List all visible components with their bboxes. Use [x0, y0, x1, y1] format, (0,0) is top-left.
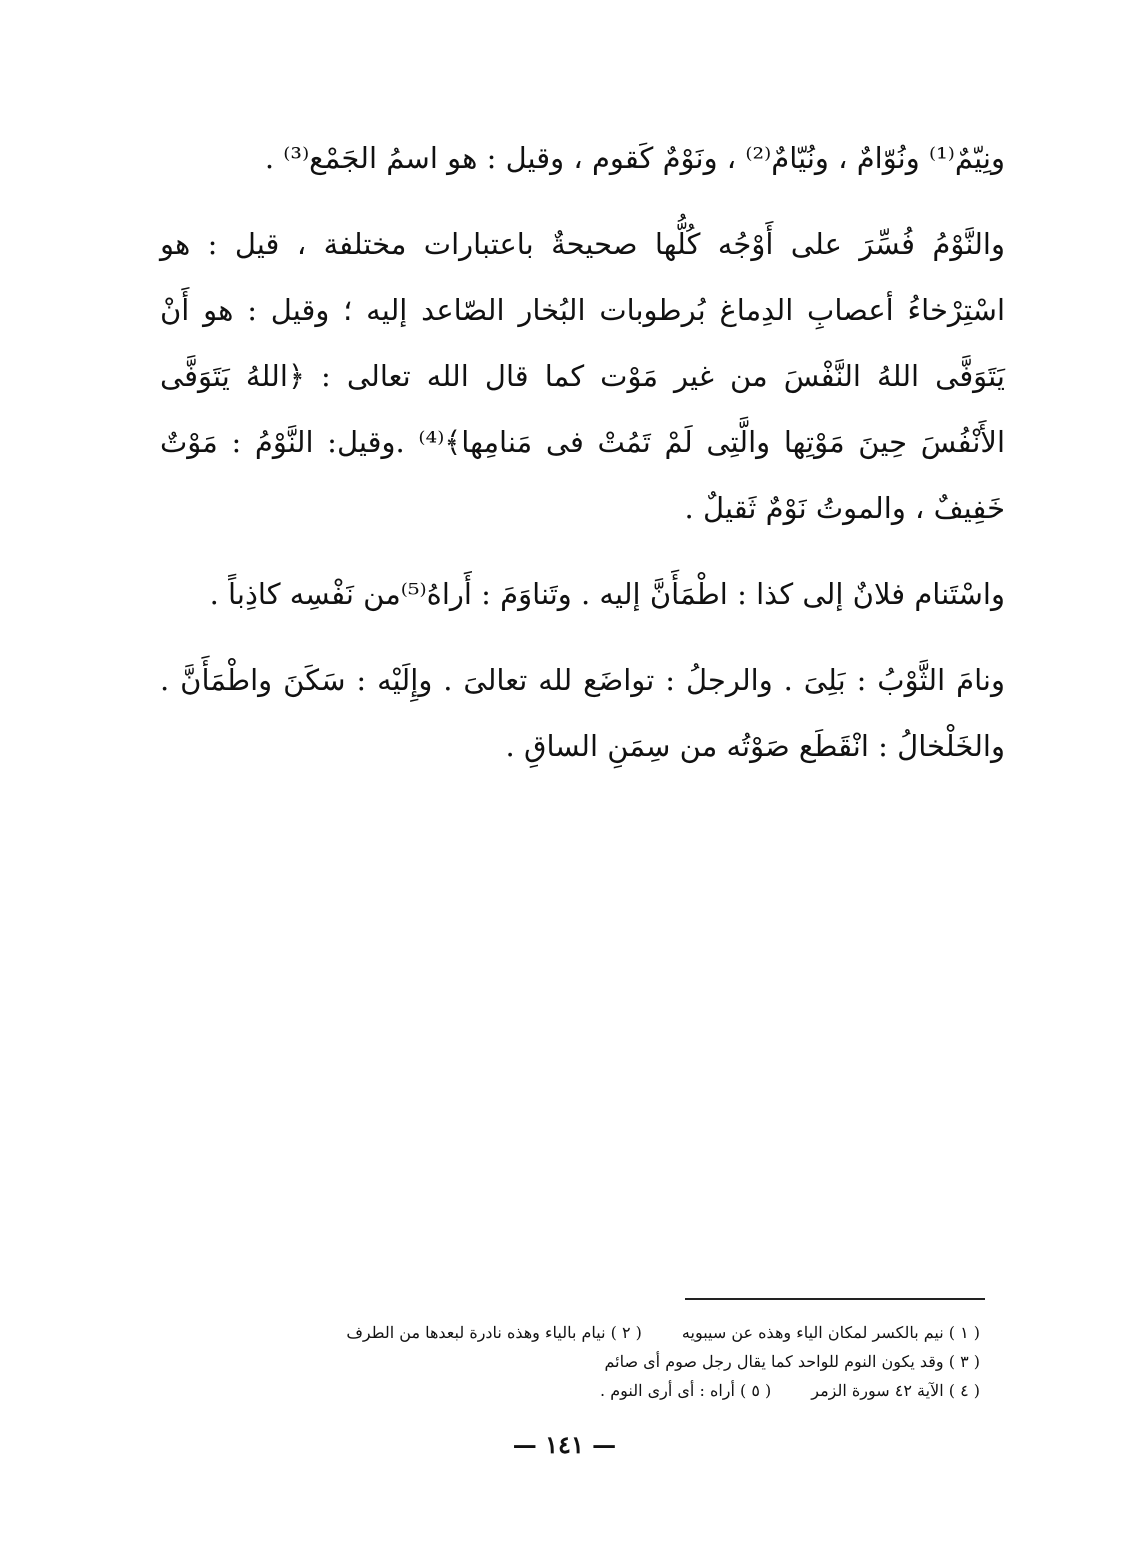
footnote-5: ( ٥ ) أراه : أى أرى النوم .	[600, 1381, 772, 1400]
footnotes	[190, 1318, 980, 1405]
footnote-row	[190, 1318, 980, 1347]
footnote-3: ( ٣ ) وقد يكون النوم للواحد كما يقال رجل صوم أى صائم	[604, 1352, 980, 1371]
main-text	[160, 125, 1005, 779]
paragraph-1: ونِيّمٌ⁽¹⁾ ونُوّامٌ ، ونُيّامٌ⁽²⁾ ، ونَوْمٌ كَقوم ، وقيل : هو اسمُ الجَمْع⁽³⁾ .	[264, 141, 1005, 175]
paragraph-3: واسْتَنام فلانٌ إلى كذا : اطْمَأَنَّ إليه . وتَناوَمَ : أَراهُ⁽⁵⁾من نَفْسِه كاذِباً .	[209, 577, 1005, 611]
page-number: — ١٤١ —	[512, 1430, 617, 1459]
footnote-1: ( ١ ) نيم بالكسر لمكان الياء وهذه عن سيبويه	[681, 1323, 980, 1342]
paragraph-4: ونامَ الثَّوْبُ : بَلِىَ . والرجلُ : تواضَع لله تعالىَ . وإِلَيْه : سَكَنَ واطْمَأَنَّ . والخَلْخالُ : انْقَطَع صَوْتُه من سِمَنِ الساقِ .	[160, 663, 1005, 763]
paragraph-2: والنَّوْمُ فُسِّرَ على أَوْجُه كُلُّها صحيحةٌ باعتبارات مختلفة ، قيل : هو اسْتِرْخاءُ أعصابِ الدِماغ بُرطوبات البُخار الصّاعد إليه ؛ وقيل : هو أَنْ يَتَوَفَّى اللهُ النَّفْسَ من غير مَوْت كما قال الله تعالى : ﴿اللهُ يَتَوَفَّى الأَنْفُسَ حِينَ مَوْتِها والَّتِى لَمْ تَمُتْ فى مَنامِها﴾⁽⁴⁾ .وقيل: النَّوْمُ : مَوْتٌ خَفِيفٌ ، والموتُ نَوْمٌ ثَقيلٌ .	[160, 227, 1006, 525]
footnote-4: ( ٤ ) الآية ٤٢ سورة الزمر	[811, 1381, 980, 1400]
footnote-row	[190, 1347, 980, 1376]
footnote-separator	[685, 1298, 985, 1300]
footnote-2: ( ٢ ) نيام بالياء وهذه نادرة لبعدها من الطرف	[346, 1323, 642, 1342]
footnote-row	[190, 1376, 980, 1405]
